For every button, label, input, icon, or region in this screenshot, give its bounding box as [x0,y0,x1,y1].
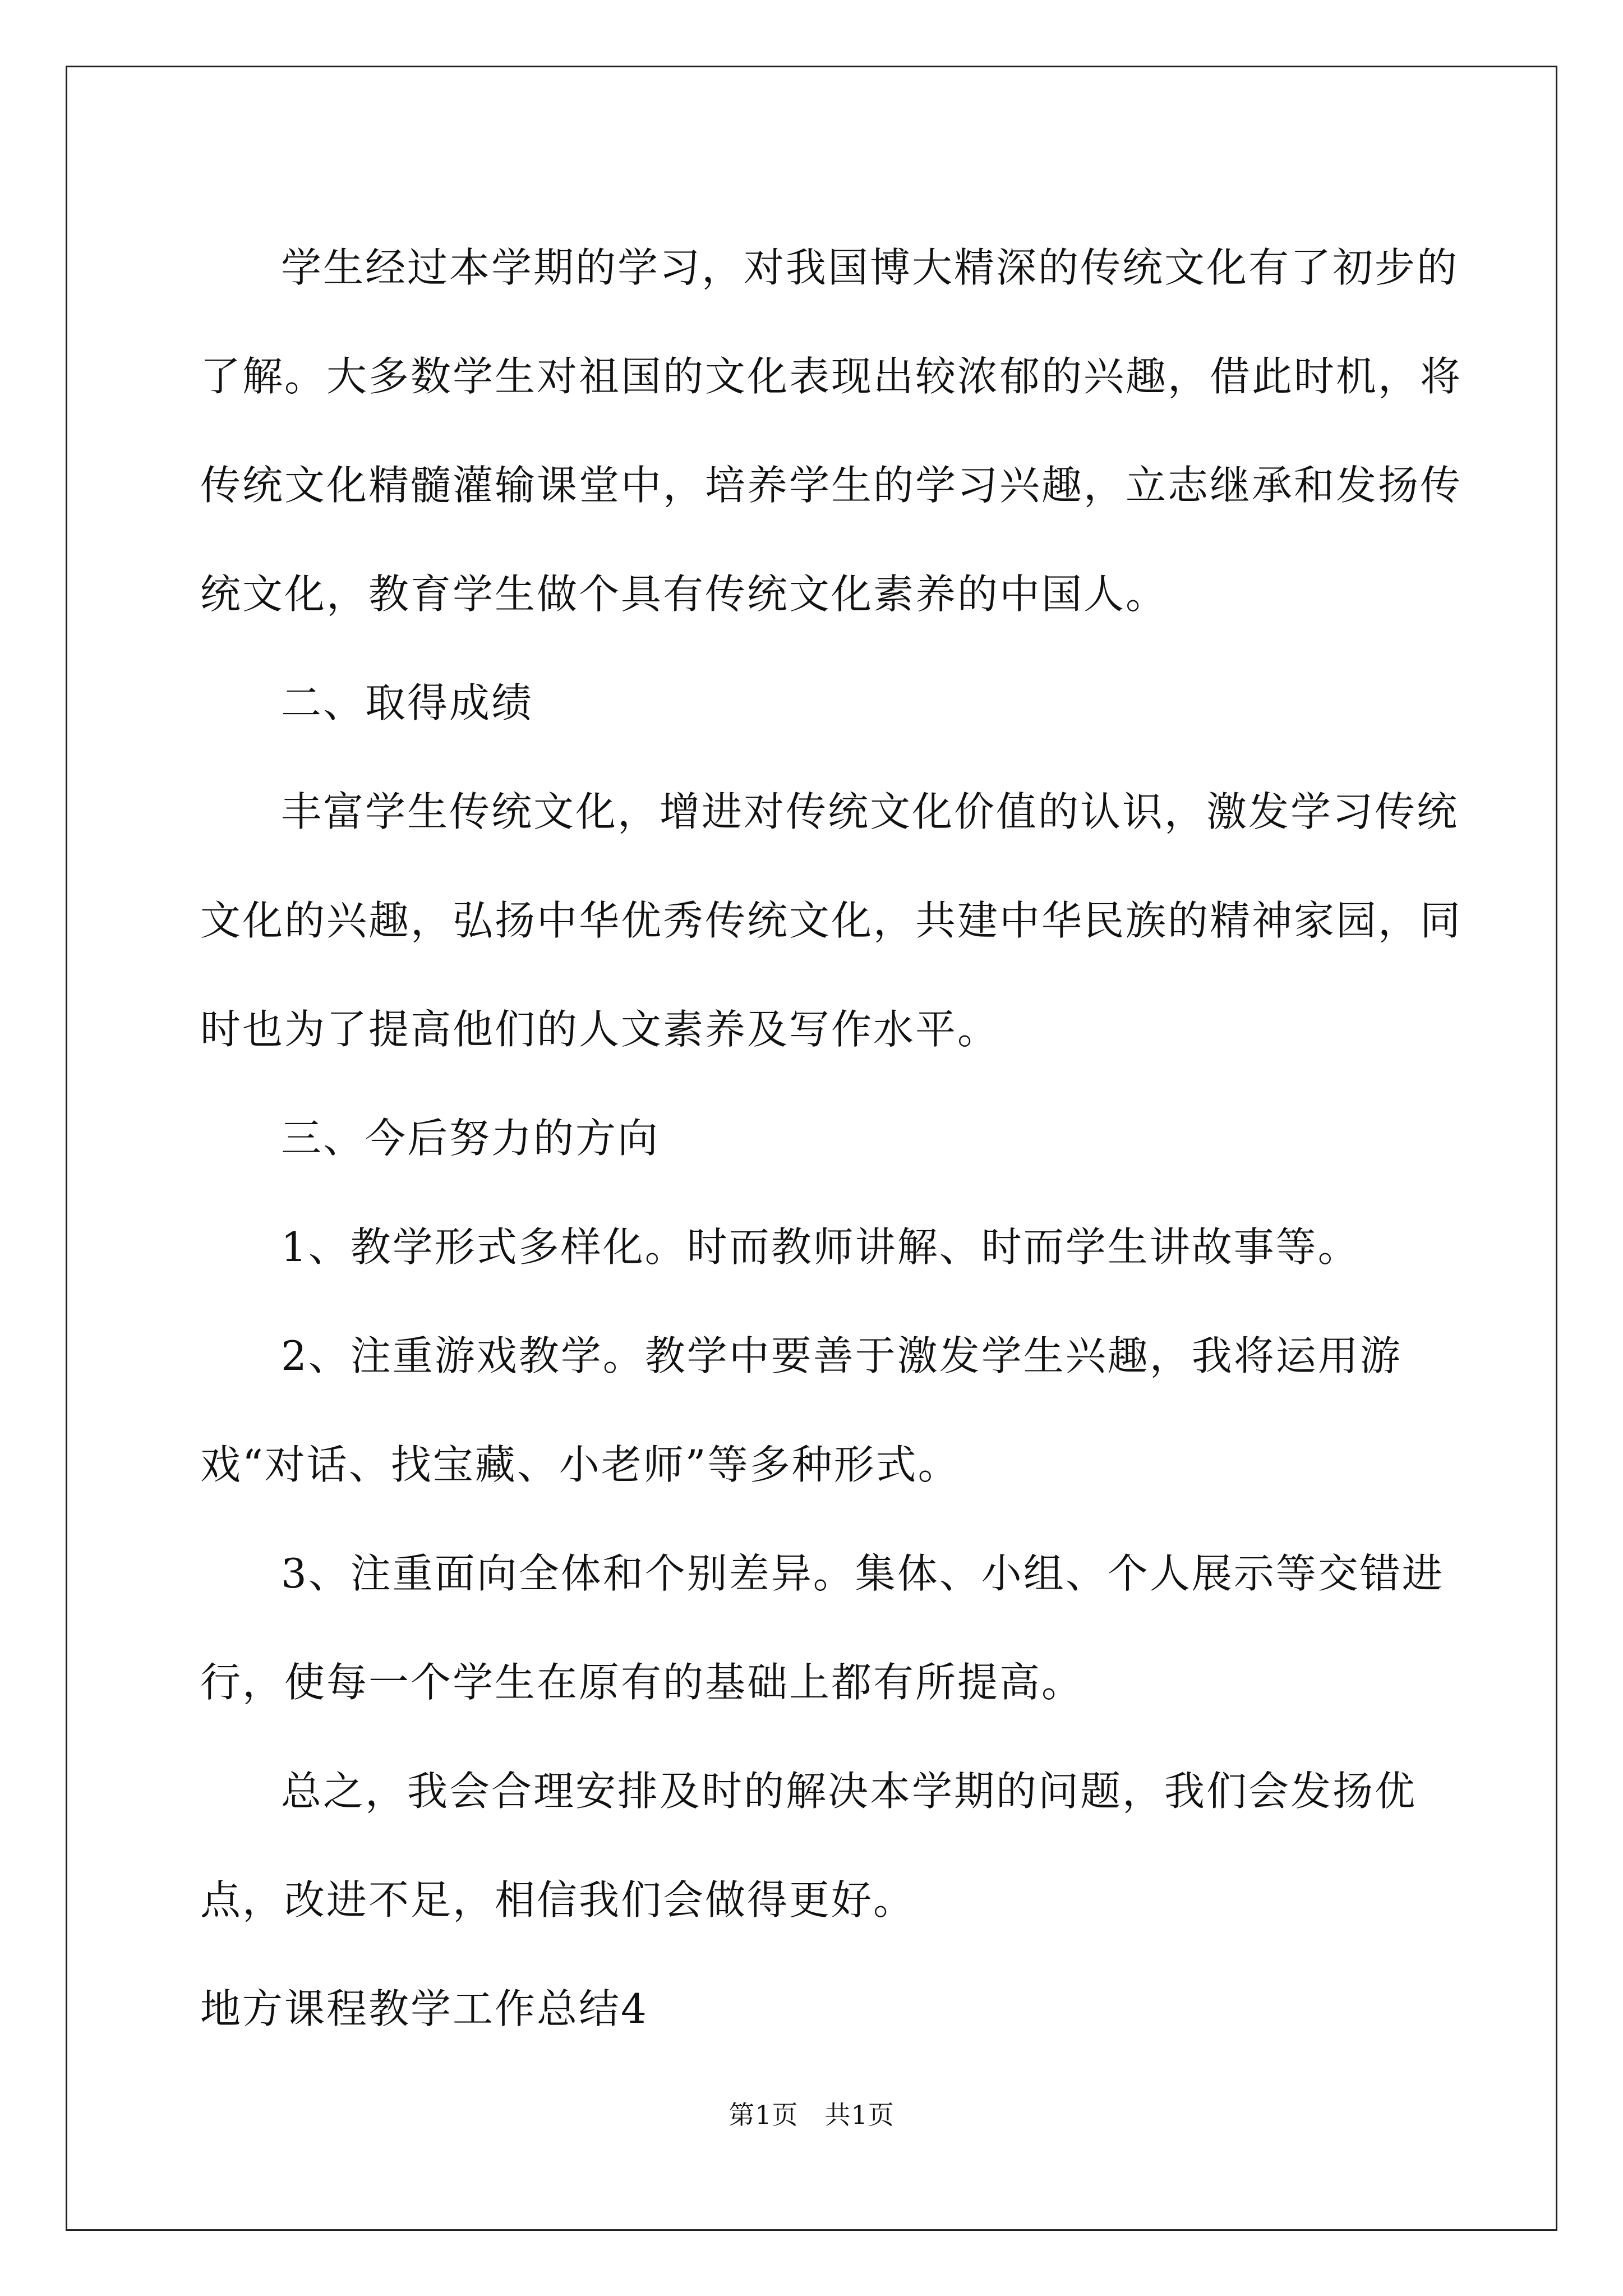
list-item-2: 2、注重游戏教学。教学中要善于激发学生兴趣，我将运用游戏“对话、找宝藏、小老师”等多种形式。 [200,1332,1402,1488]
paragraph-conclusion: 总之，我会合理安排及时的解决本学期的问题，我们会发扬优点，改进不足，相信我们会做得更好。 [200,1768,1417,1924]
section-heading-achievements: 二、取得成绩 [281,679,534,726]
list-item-1: 1、教学形式多样化。时而教师讲解、时而学生讲故事等。 [281,1223,1360,1271]
section-heading-future-direction: 三、今后努力的方向 [281,1115,660,1162]
page-number-footer: 第1页 共1页 [728,2100,895,2130]
document-title: 地方课程教学工作总结4 [200,1985,648,2032]
paragraph-achievements: 丰富学生传统文化，增进对传统文化价值的认识，激发学习传统文化的兴趣，弘扬中华优秀传统文化，共建中华民族的精神家园，同时也为了提高他们的人文素养及写作水平。 [200,788,1463,1053]
list-item-3: 3、注重面向全体和个别差异。集体、小组、个人展示等交错进行，使每一个学生在原有的基础上都有所提高。 [200,1550,1444,1706]
document-body [200,213,1462,2063]
paragraph-intro: 学生经过本学期的学习，对我国博大精深的传统文化有了初步的了解。大多数学生对祖国的文化表现出较浓郁的兴趣，借此时机，将传统文化精髓灌输课堂中，培养学生的学习兴趣，立志继承和发扬传统文化，教育学生做个具有传统文化素养的中国人。 [200,244,1463,618]
